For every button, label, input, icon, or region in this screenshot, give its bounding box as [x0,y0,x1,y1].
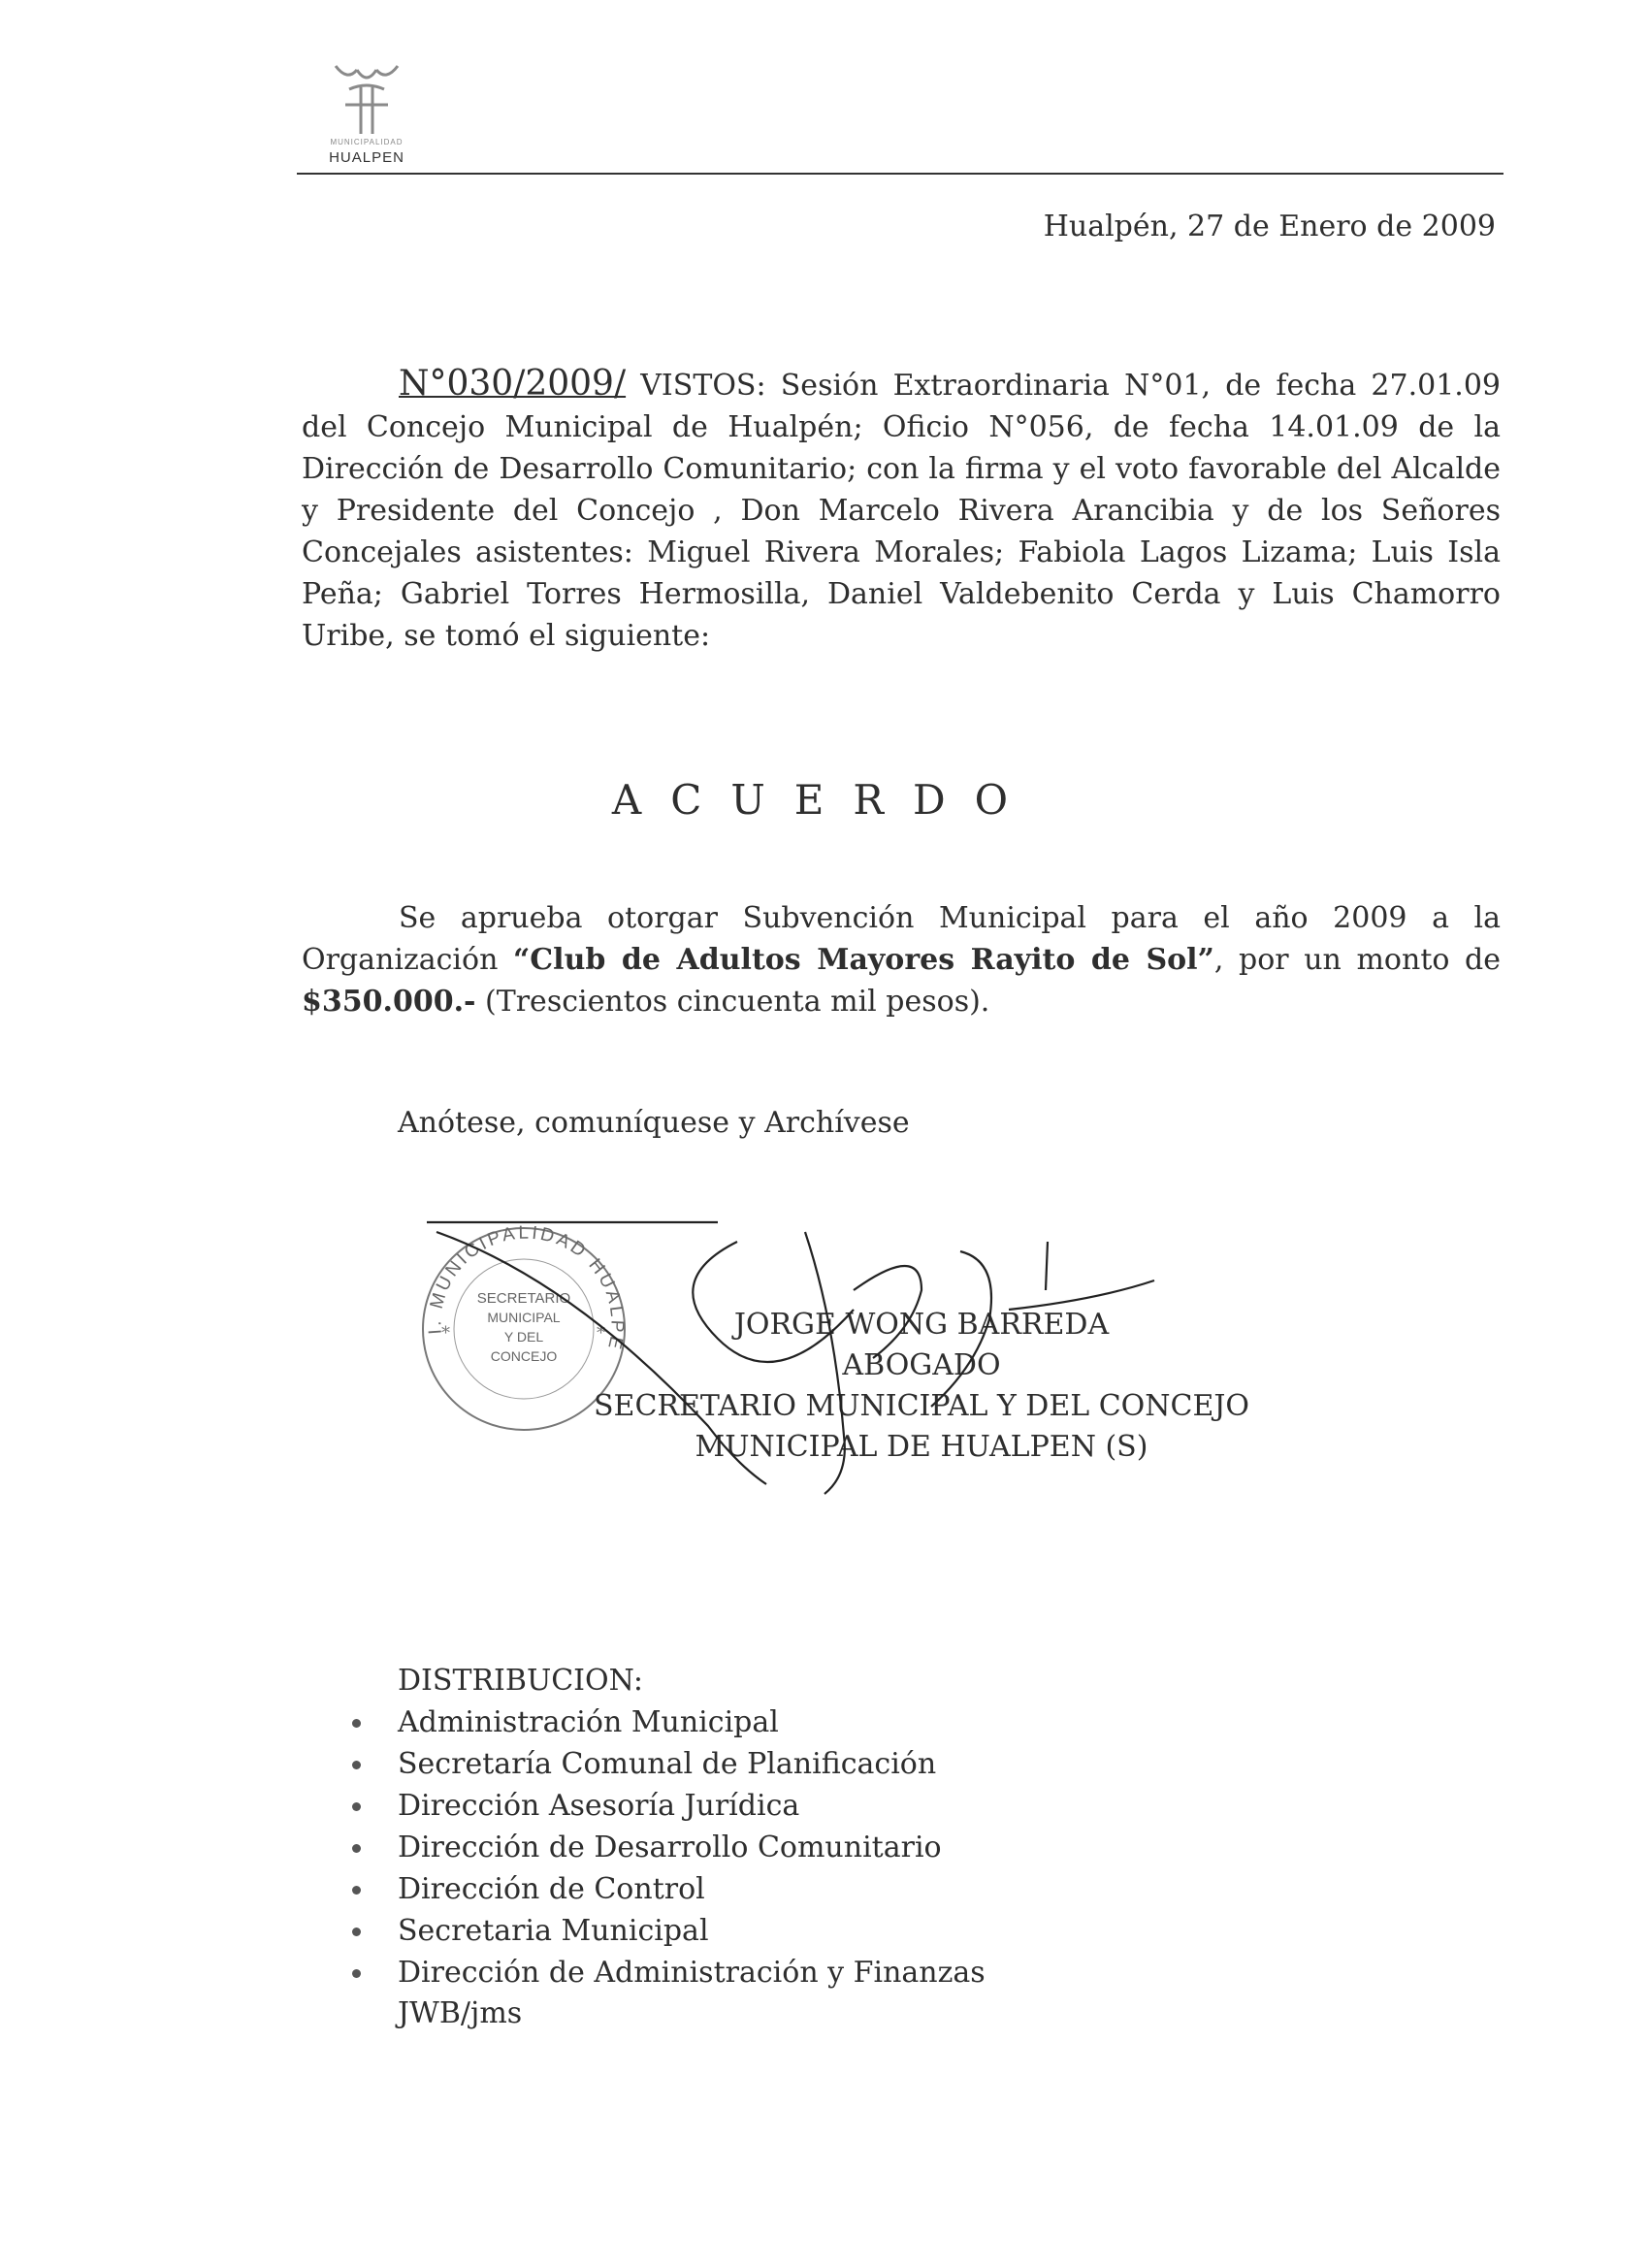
bullet-icon [352,1761,361,1769]
bullet-icon [352,1802,361,1811]
list-item: Secretaria Municipal [349,1910,986,1952]
stamp-line-2: MUNICIPAL [487,1310,561,1325]
bullet-icon [352,1844,361,1853]
subsidy-amount: $350.000.- [302,985,476,1019]
svg-text:*: * [441,1323,450,1344]
signatory-title: ABOGADO [842,1348,1001,1382]
hualpen-emblem-icon [328,60,405,136]
acuerdo-text-after: (Trescientos cincuenta mil pesos). [475,985,990,1019]
acuerdo-text-before: Se aprueba otorgar Subvención Municipal para el año 2009 a la Organización [302,901,1501,977]
stamp-ring-text: I. MUNICIPALIDAD HUALPE [425,1222,628,1354]
signatory-role-2: MUNICIPAL DE HUALPEN (S) [695,1430,1148,1464]
author-initials: JWB/jms [398,1996,523,2030]
municipality-logo [308,60,425,177]
acuerdo-text-middle: , por un monto de [1213,943,1502,977]
stamp-line-4: CONCEJO [490,1348,558,1364]
handwritten-signature [417,1203,1193,1517]
signatory-role-1: SECRETARIO MUNICIPAL Y DEL CONCEJO [594,1389,1249,1423]
vistos-text: VISTOS: Sesión Extraordinaria N°01, de fecha 27.01.09 del Concejo Municipal de Hualpén; Oficio N°056, de fecha 14.01.09 de la Dirección de Desarrollo Comunitario; con la firma y el voto favorable del Alcalde y Presidente del Concejo , Don Marcelo Rivera Arancibia y de los Señores Concejales asistentes: Miguel Rivera Morales; Fabiola Lagos Lizama; Luis Isla Peña; Gabriel Torres Hermosilla, Daniel Valdebenito Cerda y Luis Chamorro Uribe, se tomó el siguiente: [302,369,1501,653]
stamp-line-1: SECRETARIO [476,1290,571,1307]
list-item: Secretaría Comunal de Planificación [349,1743,986,1785]
logo-name: HUALPEN [329,149,404,166]
list-item: Dirección Asesoría Jurídica [349,1785,986,1827]
signatory-name: JORGE WONG BARREDA [733,1308,1110,1342]
header-rule [297,173,1504,175]
date-line: Hualpén, 27 de Enero de 2009 [1043,210,1496,243]
stamp-line-3: Y DEL [503,1329,544,1345]
acuerdo-paragraph [302,897,1501,1022]
distribution-title: DISTRIBUCION: [398,1664,643,1698]
acuerdo-heading: ACUERDO [611,776,1038,824]
list-item: Dirección de Control [349,1868,986,1910]
bullet-icon [352,1886,361,1895]
closing-line: Anótese, comuníquese y Archívese [398,1106,910,1140]
bullet-icon [352,1719,361,1728]
logo-caption: MUNICIPALIDAD [330,138,404,146]
list-item: Administración Municipal [349,1701,986,1743]
resolution-number: N°030/2009/ [399,364,627,404]
list-item: Dirección de Administración y Finanzas [349,1952,986,1993]
bullet-icon [352,1928,361,1936]
svg-text:*: * [597,1323,605,1344]
bullet-icon [352,1969,361,1978]
vistos-paragraph [302,363,1501,657]
organization-name: “Club de Adultos Mayores Rayito de Sol” [513,943,1214,977]
list-item: Dirección de Desarrollo Comunitario [349,1827,986,1868]
distribution-list [349,1701,986,1993]
